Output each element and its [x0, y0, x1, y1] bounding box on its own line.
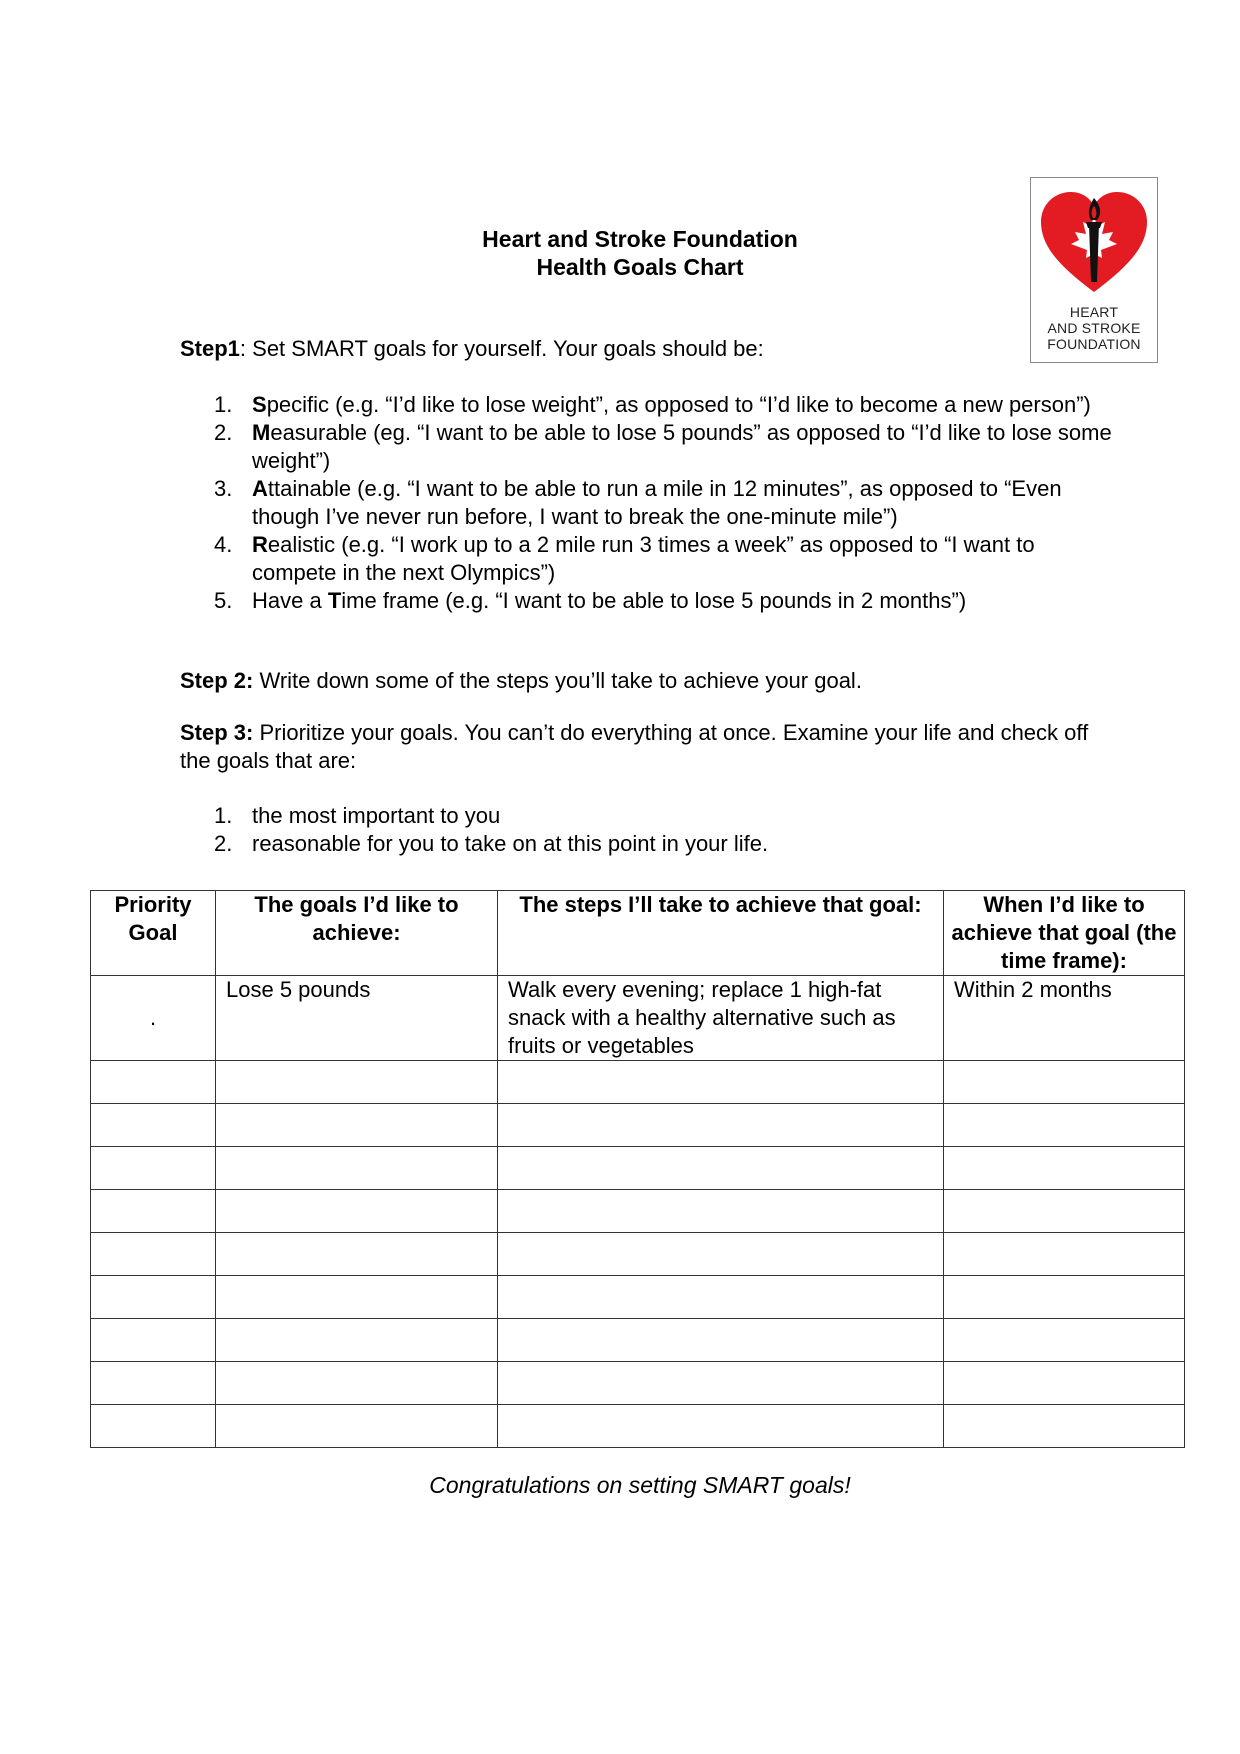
cell-goal[interactable]	[216, 1319, 498, 1362]
cell-steps[interactable]	[498, 1405, 944, 1448]
org-name: Heart and Stroke Foundation	[482, 226, 798, 252]
cell-steps[interactable]	[498, 1362, 944, 1405]
logo-line-1: HEART	[1069, 304, 1119, 320]
step1-text: : Set SMART goals for yourself. Your goals should be:	[239, 336, 764, 361]
table-header-row	[91, 891, 1185, 976]
header-priority-goal: Priority Goal	[91, 891, 216, 976]
document-title	[0, 225, 1240, 281]
cell-steps[interactable]	[498, 1104, 944, 1147]
cell-priority[interactable]	[91, 1405, 216, 1448]
table-row	[91, 1319, 1185, 1362]
header-goals: The goals I’d like to achieve:	[216, 891, 498, 976]
step3-text: Prioritize your goals. You can’t do everything at once. Examine your life and check off the goals that are:	[180, 720, 1089, 773]
logo-line-2: AND STROKE	[1047, 320, 1141, 336]
step2-label: Step 2:	[180, 668, 254, 693]
cell-priority[interactable]	[91, 1233, 216, 1276]
cell-goal[interactable]: Lose 5 pounds	[216, 976, 498, 1061]
table-row	[91, 1104, 1185, 1147]
cell-time-frame[interactable]	[944, 1405, 1185, 1448]
header-steps: The steps I’ll take to achieve that goal:	[498, 891, 944, 976]
table-row	[91, 1405, 1185, 1448]
cell-priority[interactable]	[91, 1061, 216, 1104]
step2-text: Write down some of the steps you’ll take to achieve your goal.	[253, 668, 862, 693]
table-row	[91, 1276, 1185, 1319]
step3-label: Step 3:	[180, 720, 254, 745]
table-row	[91, 1147, 1185, 1190]
smart-item-time-frame: 5. Have a Time frame (e.g. “I want to be able to lose 5 pounds in 2 months”)	[214, 588, 967, 613]
step1-label: Step1	[180, 336, 240, 361]
cell-time-frame[interactable]	[944, 1233, 1185, 1276]
smart-item-specific: 1. Specific (e.g. “I’d like to lose weight”, as opposed to “I’d like to become a new person”)	[214, 392, 1091, 417]
step1-intro	[180, 335, 1110, 363]
step3-text-block	[180, 719, 1110, 775]
smart-item-measurable: 2. Measurable (eg. “I want to be able to lose 5 pounds” as opposed to “I’d like to lose some weight”)	[214, 420, 1112, 473]
cell-time-frame[interactable]	[944, 1319, 1185, 1362]
cell-time-frame[interactable]	[944, 1276, 1185, 1319]
table-row	[91, 1233, 1185, 1276]
cell-goal[interactable]	[216, 1276, 498, 1319]
cell-goal[interactable]	[216, 1147, 498, 1190]
cell-goal[interactable]	[216, 1104, 498, 1147]
cell-steps[interactable]	[498, 1233, 944, 1276]
priority-item: 1. the most important to you	[214, 803, 501, 828]
cell-priority[interactable]: .	[91, 976, 216, 1061]
table-row	[91, 1061, 1185, 1104]
cell-steps[interactable]	[498, 1061, 944, 1104]
cell-goal[interactable]	[216, 1405, 498, 1448]
cell-steps[interactable]	[498, 1319, 944, 1362]
congratulations-text: Congratulations on setting SMART goals!	[429, 1472, 851, 1498]
cell-time-frame[interactable]	[944, 1190, 1185, 1233]
smart-item-attainable: 3. Attainable (e.g. “I want to be able to run a mile in 12 minutes”, as opposed to “Even though I’ve never run before, I want to break the one-minute mile”)	[214, 476, 1062, 529]
cell-time-frame[interactable]	[944, 1104, 1185, 1147]
cell-priority[interactable]	[91, 1104, 216, 1147]
priority-list	[214, 802, 1114, 858]
cell-goal[interactable]	[216, 1190, 498, 1233]
cell-priority[interactable]	[91, 1190, 216, 1233]
cell-time-frame[interactable]: Within 2 months	[944, 976, 1185, 1061]
step2-text-block	[180, 667, 1110, 695]
cell-steps[interactable]	[498, 1147, 944, 1190]
cell-priority[interactable]	[91, 1319, 216, 1362]
cell-time-frame[interactable]	[944, 1147, 1185, 1190]
cell-goal[interactable]	[216, 1061, 498, 1104]
table-row	[91, 1362, 1185, 1405]
cell-time-frame[interactable]	[944, 1362, 1185, 1405]
cell-goal[interactable]	[216, 1233, 498, 1276]
table-row	[91, 976, 1185, 1061]
smart-list	[214, 391, 1114, 615]
cell-priority[interactable]	[91, 1276, 216, 1319]
cell-goal[interactable]	[216, 1362, 498, 1405]
cell-steps[interactable]: Walk every evening; replace 1 high-fat snack with a healthy alternative such as fruits or vegetables	[498, 976, 944, 1061]
cell-priority[interactable]	[91, 1147, 216, 1190]
cell-priority[interactable]	[91, 1362, 216, 1405]
smart-item-realistic: 4. Realistic (e.g. “I work up to a 2 mile run 3 times a week” as opposed to “I want to compete in the next Olympics”)	[214, 532, 1035, 585]
cell-time-frame[interactable]	[944, 1061, 1185, 1104]
goals-table-wrap	[90, 890, 1185, 1448]
cell-steps[interactable]	[498, 1190, 944, 1233]
logo-line-3: FOUNDATION	[1047, 336, 1141, 352]
priority-item: 2. reasonable for you to take on at this point in your life.	[214, 831, 769, 856]
cell-steps[interactable]	[498, 1276, 944, 1319]
header-time-frame: When I’d like to achieve that goal (the time frame):	[944, 891, 1185, 976]
table-row	[91, 1190, 1185, 1233]
goals-table	[90, 890, 1185, 1448]
chart-title: Health Goals Chart	[536, 254, 744, 280]
